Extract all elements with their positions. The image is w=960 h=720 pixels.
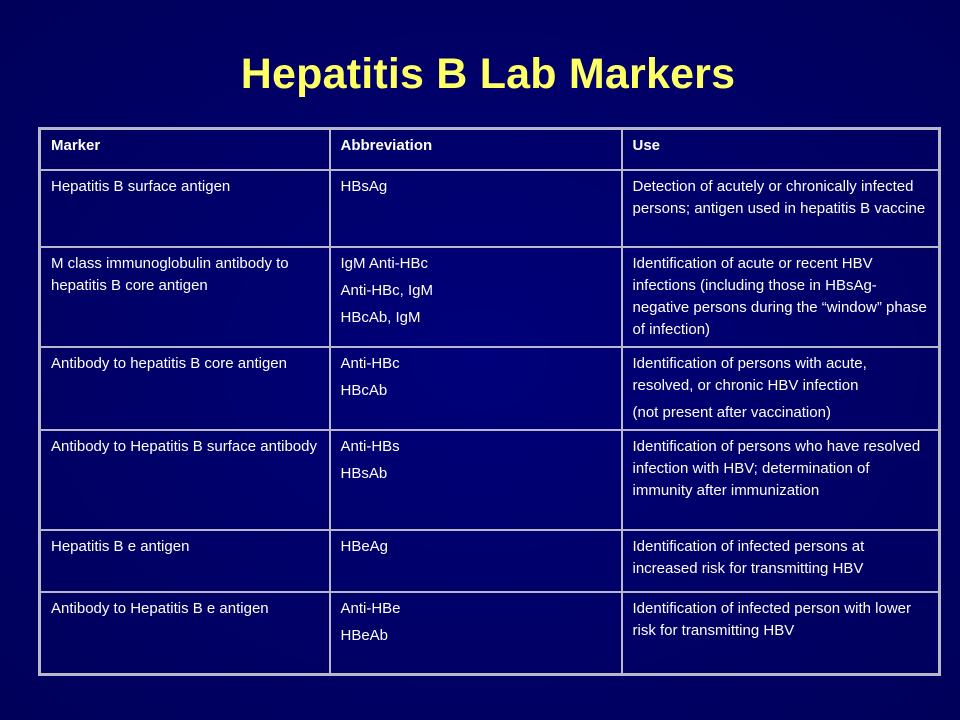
table-row: [40, 247, 940, 347]
abbreviation-cell: [330, 530, 622, 592]
abbreviation: HBcAb: [340, 382, 388, 399]
abbreviation: Anti-HBs: [340, 438, 400, 455]
abbreviation: HBcAb, IgM: [340, 309, 421, 326]
abbreviation-cell: [330, 430, 622, 530]
header-marker: Marker: [40, 129, 330, 171]
abbreviation: IgM Anti-HBc: [340, 255, 429, 272]
use-cell: Identification of acute or recent HBV infections (including those in HBsAg-negative persons during the “window” phase of infection): [622, 247, 940, 347]
abbreviation-cell: [330, 592, 622, 675]
marker-cell: Antibody to hepatitis B core antigen: [40, 347, 330, 430]
abbreviation-cell: [330, 347, 622, 430]
use-cell: Identification of persons who have resolved infection with HBV; determination of immunity after immunization: [622, 430, 940, 530]
table-row: [40, 430, 940, 530]
abbreviation: HBsAg: [340, 178, 388, 195]
use-cell: Identification of infected persons at increased risk for transmitting HBV: [622, 530, 940, 592]
marker-cell: Hepatitis B surface antigen: [40, 170, 330, 247]
marker-cell: M class immunoglobulin antibody to hepatitis B core antigen: [40, 247, 330, 347]
abbreviation: HBeAb: [340, 627, 389, 644]
abbreviation-cell: [330, 170, 622, 247]
abbreviation: Anti-HBe: [340, 600, 401, 617]
slide-title: Hepatitis B Lab Markers: [240, 50, 736, 98]
use-cell: Identification of infected person with lower risk for transmitting HBV: [622, 592, 940, 675]
table-row: [40, 347, 940, 430]
markers-table: [38, 127, 941, 676]
header-abbreviation: Abbreviation: [330, 129, 622, 171]
use-cell: Detection of acutely or chronically infected persons; antigen used in hepatitis B vaccine: [622, 170, 940, 247]
use-text: Identification of persons with acute, resolved, or chronic HBV infection: [632, 355, 867, 394]
abbreviation-cell: [330, 247, 622, 347]
marker-cell: Antibody to Hepatitis B surface antibody: [40, 430, 330, 530]
abbreviation: Anti-HBc, IgM: [340, 282, 434, 299]
table-row: [40, 170, 940, 247]
marker-cell: Hepatitis B e antigen: [40, 530, 330, 592]
header-use: Use: [622, 129, 940, 171]
abbreviation: HBsAb: [340, 465, 388, 482]
use-note: (not present after vaccination): [632, 404, 831, 421]
use-cell: [622, 347, 940, 430]
abbreviation: Anti-HBc: [340, 355, 400, 372]
table-row: [40, 530, 940, 592]
marker-cell: Antibody to Hepatitis B e antigen: [40, 592, 330, 675]
abbreviation: HBeAg: [340, 538, 389, 555]
table-row: [40, 592, 940, 675]
table-header-row: [40, 129, 940, 171]
